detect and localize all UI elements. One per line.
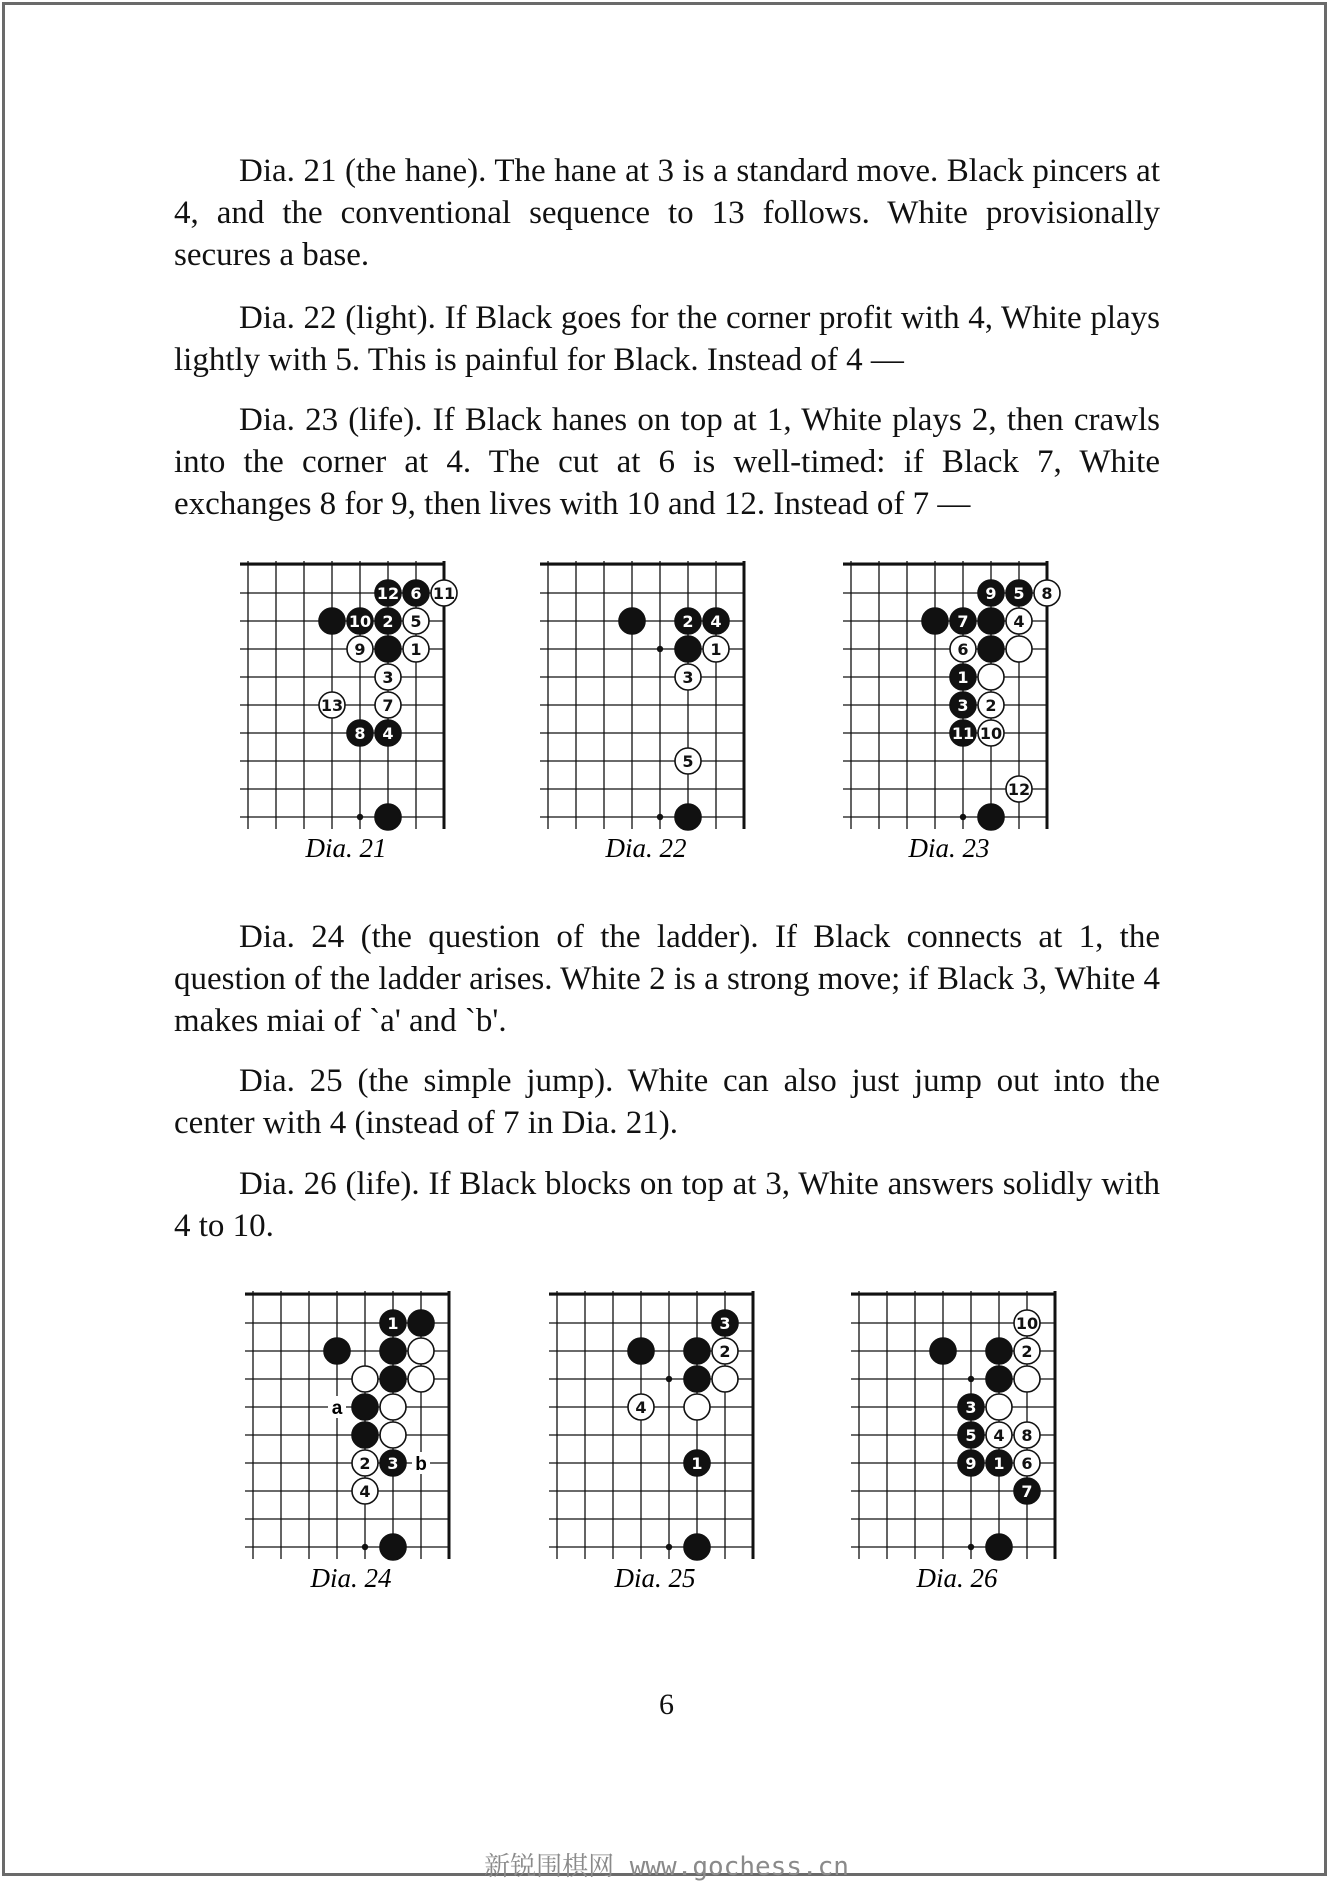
black-stone (319, 608, 345, 634)
move-number: 9 (354, 640, 366, 659)
star-point (657, 814, 663, 820)
move-number: 3 (682, 668, 694, 687)
go-diagram-22 (540, 555, 780, 895)
move-number: 13 (320, 696, 344, 715)
board-grid (540, 561, 744, 829)
move-number: 8 (1041, 584, 1053, 603)
diagram-caption: Dia. 26 (916, 1563, 998, 1593)
move-number: 5 (965, 1426, 977, 1445)
marker-label: b (415, 1454, 427, 1475)
diagram-caption: Dia. 25 (614, 1563, 696, 1593)
move-number: 4 (710, 612, 722, 631)
watermark: 新锐围棋网 www.gochess.cn (484, 1852, 849, 1882)
black-stone (986, 1366, 1012, 1392)
white-stone (1006, 636, 1032, 662)
star-point (960, 814, 966, 820)
diagram-caption: Dia. 24 (310, 1563, 392, 1593)
move-number: 8 (1021, 1426, 1033, 1445)
black-stone (380, 1534, 406, 1560)
star-point (968, 1376, 974, 1382)
black-stone (352, 1422, 378, 1448)
move-number: 12 (1007, 780, 1031, 799)
go-diagram-23 (843, 555, 1083, 895)
page-number: 6 (659, 1688, 674, 1721)
move-number: 2 (382, 612, 394, 631)
black-stone (628, 1338, 654, 1364)
black-stone (380, 1338, 406, 1364)
white-stone (408, 1338, 434, 1364)
move-number: 11 (951, 724, 975, 743)
move-number: 6 (1021, 1454, 1033, 1473)
white-stone (978, 664, 1004, 690)
black-stone (986, 1534, 1012, 1560)
move-number: 6 (957, 640, 969, 659)
star-point (357, 814, 363, 820)
star-point (362, 1544, 368, 1550)
go-diagram-24 (245, 1285, 485, 1625)
black-stone (375, 804, 401, 830)
white-stone (408, 1366, 434, 1392)
black-stone (375, 636, 401, 662)
black-stone (619, 608, 645, 634)
black-stone (324, 1338, 350, 1364)
move-number: 7 (382, 696, 394, 715)
black-stone (684, 1366, 710, 1392)
move-number: 4 (1013, 612, 1025, 631)
black-stone (675, 636, 701, 662)
white-stone (380, 1394, 406, 1420)
move-number: 9 (985, 584, 997, 603)
move-number: 11 (432, 584, 456, 603)
white-stone (684, 1394, 710, 1420)
move-number: 1 (387, 1314, 399, 1333)
move-number: 10 (348, 612, 372, 631)
move-number: 10 (1015, 1314, 1039, 1333)
paragraph-dia-24: Dia. 24 (the question of the ladder). If Black connects at 1, the question of the ladder arises. White 2 is a strong move; if Black 3, White 4 makes miai of `a' and `b'. (174, 919, 1160, 1039)
move-number: 1 (691, 1454, 703, 1473)
move-number: 2 (985, 696, 997, 715)
star-point (666, 1544, 672, 1550)
paragraph-dia-21: Dia. 21 (the hane). The hane at 3 is a standard move. Black pincers at 4, and the conventional sequence to 13 follows. White provisionally secures a base. (174, 153, 1160, 273)
move-number: 2 (682, 612, 694, 631)
go-diagram-21 (240, 555, 480, 895)
move-number: 1 (410, 640, 422, 659)
move-number: 1 (957, 668, 969, 687)
move-number: 4 (382, 724, 394, 743)
paragraph-dia-22: Dia. 22 (light). If Black goes for the corner profit with 4, White plays lightly with 5. This is painful for Black. Instead of 4 — (174, 300, 1160, 378)
white-stone (1014, 1366, 1040, 1392)
star-point (968, 1544, 974, 1550)
move-number: 2 (1021, 1342, 1033, 1361)
move-number: 7 (1021, 1482, 1033, 1501)
marker-label: a (331, 1398, 343, 1419)
move-number: 4 (635, 1398, 647, 1417)
go-diagram-26 (851, 1285, 1091, 1625)
move-number: 3 (382, 668, 394, 687)
move-number: 5 (1013, 584, 1025, 603)
white-stone (352, 1366, 378, 1392)
white-stone (712, 1366, 738, 1392)
move-number: 6 (410, 584, 422, 603)
black-stone (978, 636, 1004, 662)
black-stone (675, 804, 701, 830)
move-number: 10 (979, 724, 1003, 743)
move-number: 3 (719, 1314, 731, 1333)
paragraph-dia-25: Dia. 25 (the simple jump). White can also just jump out into the center with 4 (instead of 7 in Dia. 21). (174, 1063, 1160, 1141)
black-stone (352, 1394, 378, 1420)
black-stone (684, 1534, 710, 1560)
star-point (666, 1376, 672, 1382)
black-stone (408, 1310, 434, 1336)
move-number: 1 (993, 1454, 1005, 1473)
black-stone (380, 1366, 406, 1392)
move-number: 3 (957, 696, 969, 715)
go-diagram-25 (549, 1285, 789, 1625)
move-number: 2 (719, 1342, 731, 1361)
diagram-caption: Dia. 22 (605, 833, 687, 863)
move-number: 12 (376, 584, 400, 603)
move-number: 3 (387, 1454, 399, 1473)
black-stone (978, 608, 1004, 634)
move-number: 2 (359, 1454, 371, 1473)
black-stone (930, 1338, 956, 1364)
black-stone (922, 608, 948, 634)
move-number: 8 (354, 724, 366, 743)
diagram-caption: Dia. 23 (908, 833, 990, 863)
black-stone (978, 804, 1004, 830)
move-number: 1 (710, 640, 722, 659)
star-point (657, 646, 663, 652)
black-stone (986, 1338, 1012, 1364)
paragraph-dia-23: Dia. 23 (life). If Black hanes on top at 1, White plays 2, then crawls into the corner at 4. The cut at 6 is well-timed: if Black 7, White exchanges 8 for 9, then lives with 10 and 12. Instead of 7 — (174, 402, 1160, 522)
paragraph-dia-26: Dia. 26 (life). If Black blocks on top at 3, White answers solidly with 4 to 10. (174, 1166, 1160, 1244)
move-number: 5 (682, 752, 694, 771)
white-stone (986, 1394, 1012, 1420)
black-stone (684, 1338, 710, 1364)
move-number: 9 (965, 1454, 977, 1473)
move-number: 5 (410, 612, 422, 631)
move-number: 3 (965, 1398, 977, 1417)
move-number: 4 (359, 1482, 371, 1501)
move-number: 7 (957, 612, 969, 631)
move-number: 4 (993, 1426, 1005, 1445)
white-stone (380, 1422, 406, 1448)
diagram-caption: Dia. 21 (305, 833, 387, 863)
